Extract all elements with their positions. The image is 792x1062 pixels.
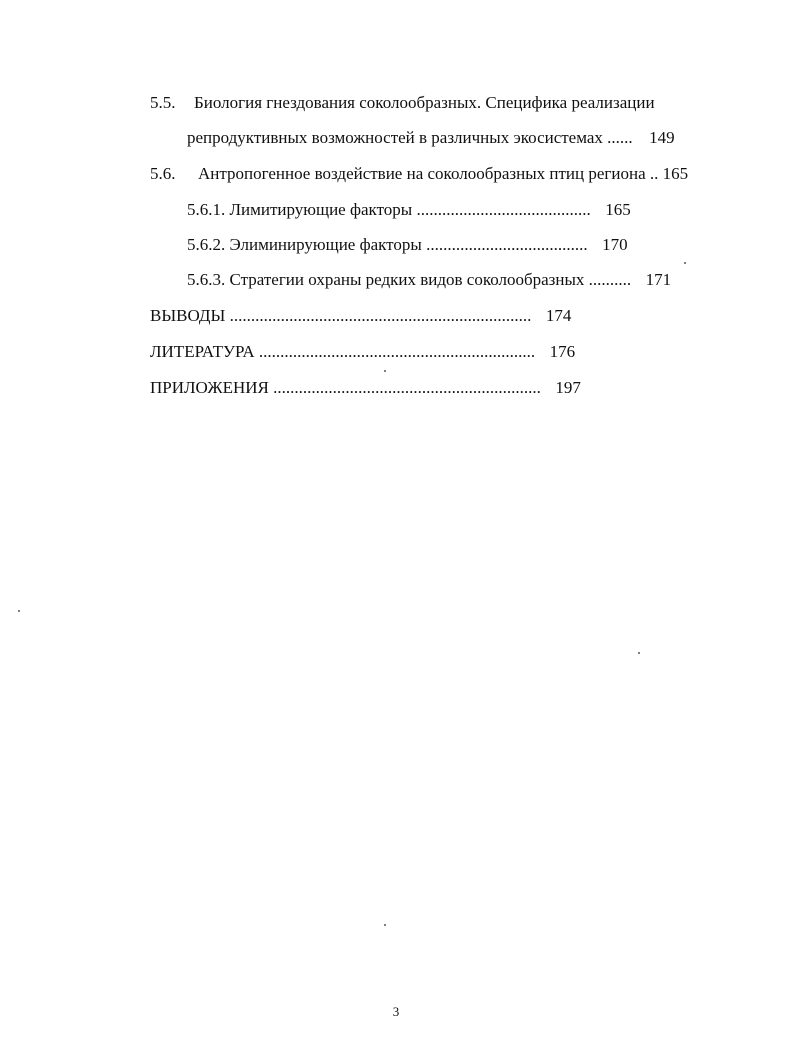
scan-speck — [18, 610, 20, 612]
scan-speck — [384, 924, 386, 926]
toc-entry-5-6-3-title: 5.6.3. Стратегии охраны редких видов соколообразных .......... — [187, 270, 632, 289]
toc-entry-literature-page: 176 — [549, 342, 576, 361]
scan-speck — [638, 652, 640, 654]
toc-entry-appendices-page: 197 — [555, 378, 581, 397]
toc-entry-appendices — [150, 378, 581, 398]
toc-entry-5-6-3 — [187, 270, 671, 290]
toc-entry-literature — [150, 342, 575, 362]
toc-entry-5-6-title: Антропогенное воздействие на соколообразных птиц региона .. — [198, 164, 659, 183]
page-number: 3 — [392, 1004, 400, 1019]
scan-speck — [384, 370, 386, 372]
toc-entry-conclusions-title: ВЫВОДЫ ....................................................................... — [150, 306, 532, 325]
toc-entry-5-6-3-page: 171 — [645, 270, 672, 289]
toc-entry-5-6-1-title: 5.6.1. Лимитирующие факторы ......................................... — [187, 200, 591, 219]
toc-entry-5-5-page: 149 — [649, 128, 675, 147]
toc-entry-conclusions-page: 174 — [545, 306, 572, 325]
toc-entry-5-6-1-page: 165 — [605, 200, 631, 219]
toc-entry-5-5-title-line2: репродуктивных возможностей в различных экосистемах ...... — [187, 128, 633, 147]
toc-entry-literature-title: ЛИТЕРАТУРА ................................................................. — [150, 342, 536, 361]
toc-entry-5-6 — [150, 164, 688, 184]
toc-entry-5-6-2-page: 170 — [602, 235, 628, 254]
toc-entry-5-6-2-title: 5.6.2. Элиминирующие факторы ...................................... — [187, 235, 588, 254]
toc-entry-5-6-1 — [187, 200, 631, 220]
toc-entry-appendices-title: ПРИЛОЖЕНИЯ ............................................................... — [150, 378, 541, 397]
toc-entry-5-6-number: 5.6. — [150, 164, 176, 183]
toc-entry-5-5-number: 5.5. — [150, 93, 176, 112]
toc-entry-5-6-page: 165 — [662, 164, 689, 183]
scan-speck — [684, 262, 686, 264]
toc-entry-5-5-title-line1: Биология гнездования соколообразных. Специфика реализации — [194, 93, 655, 112]
toc-entry-5-6-2 — [187, 235, 628, 255]
toc-entry-conclusions — [150, 306, 571, 326]
